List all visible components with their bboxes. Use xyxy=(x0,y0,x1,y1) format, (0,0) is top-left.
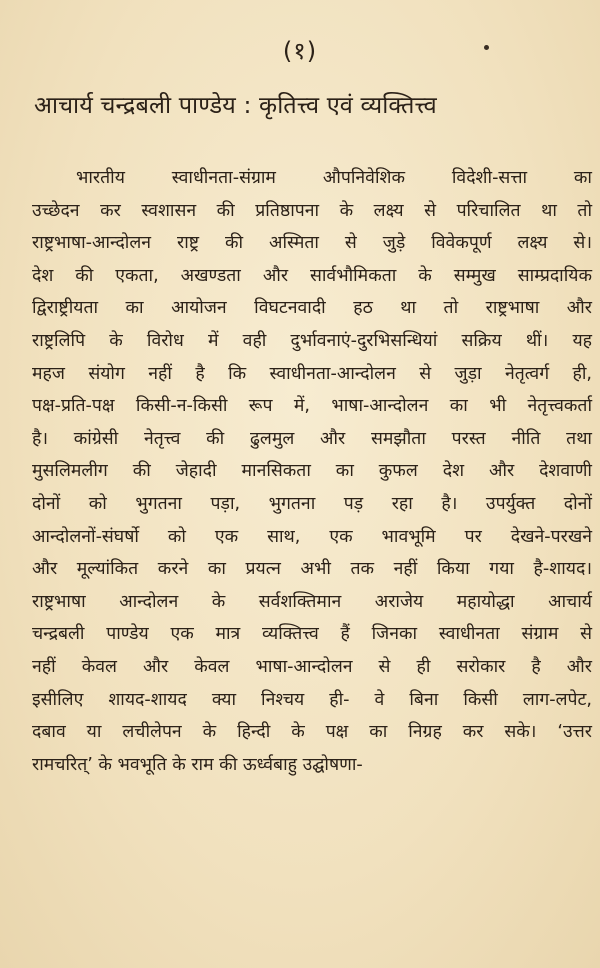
text-line: चन्द्रबली पाण्डेय एक मात्र व्यक्तित्त्व हैं जिनका स्वाधीनता संग्राम से xyxy=(32,624,592,645)
text-line: दबाव या लचीलेपन के हिन्दी के पक्ष का निग्रह कर सके। ‘उत्तर xyxy=(32,722,592,743)
text-line: है। कांग्रेसी नेतृत्त्व की ढुलमुल और समझौता परस्त नीति तथा xyxy=(32,428,592,449)
ink-speck xyxy=(484,45,489,50)
text-line: राष्ट्रभाषा-आन्दोलन राष्ट्र की अस्मिता से जुड़े विवेकपूर्ण लक्ष्य से। xyxy=(32,233,592,254)
text-line: उच्छेदन कर स्वशासन की प्रतिष्ठापना के लक्ष्य से परिचालित था तो xyxy=(32,200,592,221)
text-line: आन्दोलनों-संघर्षो को एक साथ, एक भावभूमि पर देखने-परखने xyxy=(32,526,592,547)
text-line: और मूल्यांकित करने का प्रयत्न अभी तक नहीं किया गया है-शायद। xyxy=(32,559,592,580)
text-line: नहीं केवल और केवल भाषा-आन्दोलन से ही सरोकार है और xyxy=(32,656,592,677)
text-line: भारतीय स्वाधीनता-संग्राम औपनिवेशिक विदेशी-सत्ता का xyxy=(76,168,592,188)
chapter-title: आचार्य चन्द्रबली पाण्डेय : कृतित्त्व एवं व्यक्तित्त्व xyxy=(34,91,437,119)
text-line: राष्ट्रलिपि के विरोध में वही दुर्भावनाएं-दुरभिसन्धियां सक्रिय थीं। यह xyxy=(32,330,592,351)
text-line: रामचरित्’ के भवभूति के राम की ऊर्ध्वबाहु उद्घोषणा- xyxy=(32,754,363,775)
text-line: दोनों को भुगतना पड़ा, भुगतना पड़ रहा है। उपर्युक्त दोनों xyxy=(32,493,592,514)
text-line: महज संयोग नहीं है कि स्वाधीनता-आन्दोलन से जुड़ा नेतृत्वर्ग ही, xyxy=(32,363,592,384)
text-line: मुसलिमलीग की जेहादी मानसिकता का कुफल देश और देशवाणी xyxy=(32,461,592,482)
text-line: पक्ष-प्रति-पक्ष किसी-न-किसी रूप में, भाषा-आन्दोलन का भी नेतृत्त्वकर्ता xyxy=(32,396,592,417)
text-line: इसीलिए शायद-शायद क्या निश्चय ही- वे बिना किसी लाग-लपेट, xyxy=(32,689,592,710)
body-paragraph xyxy=(32,162,592,781)
text-line: राष्ट्रभाषा आन्दोलन के सर्वशक्तिमान अराजेय महायोद्धा आचार्य xyxy=(32,591,592,612)
page-number: (१) xyxy=(282,37,318,65)
text-line: द्विराष्ट्रीयता का आयोजन विघटनवादी हठ था तो राष्ट्रभाषा और xyxy=(32,298,592,319)
text-line: देश की एकता, अखण्डता और सार्वभौमिकता के सम्मुख साम्प्रदायिक xyxy=(32,265,592,286)
